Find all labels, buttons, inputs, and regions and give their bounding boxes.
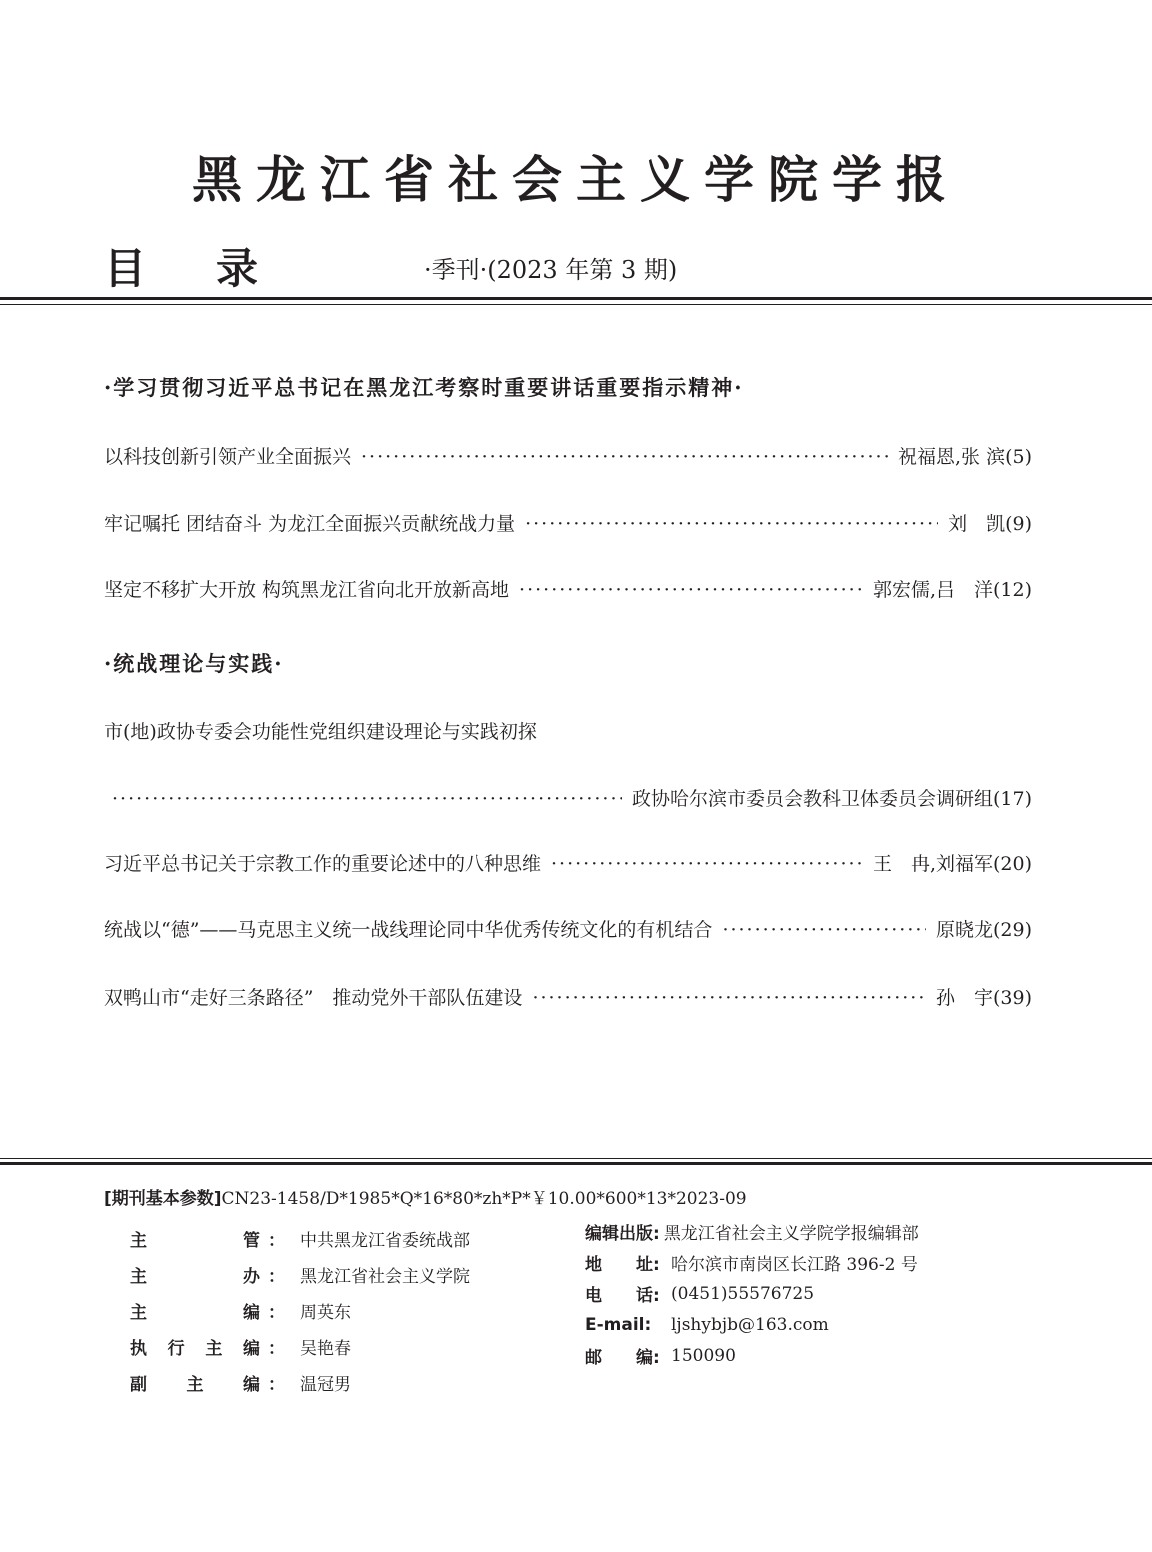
masthead-key: 主 管 [130,1230,260,1251]
entry-author-page: 政协哈尔滨市委员会教科卫体委员会调研组(17) [631,788,1032,810]
toc-heading [104,236,258,296]
colon: ： [268,1266,285,1287]
contact-key: 邮 编: [585,1348,660,1368]
contact-key: 电 话: [585,1286,660,1306]
entry-author-page: 祝福恩,张 滨(5) [898,446,1032,468]
contact-value: 150090 [671,1345,736,1366]
masthead-right [585,1216,919,1371]
entry-title: 双鸭山市“走好三条路径” 推动党外干部队伍建设 [104,987,523,1009]
masthead-value: 温冠男 [300,1374,351,1395]
issue-label: ·季刊·(2023 年第 3 期) [424,256,678,284]
masthead-row [130,1256,470,1292]
contact-value: 哈尔滨市南岗区长江路 396-2 号 [671,1255,918,1275]
entry-title: 牢记嘱托 团结奋斗 为龙江全面振兴贡献统战力量 [104,513,516,535]
masthead-row [130,1364,470,1400]
colon: ： [268,1374,285,1395]
masthead-value: 中共黑龙江省委统战部 [300,1230,470,1251]
masthead-row [130,1220,470,1256]
leader-dots [722,919,926,941]
contact-value: (0451)55576725 [671,1283,815,1304]
leader-dots [361,446,888,468]
toc-entry[interactable] [104,849,1032,876]
section-title-1: ·学习贯彻习近平总书记在黑龙江考察时重要讲话重要指示精神· [104,375,744,400]
toc-entry[interactable] [104,983,1032,1010]
masthead-row [130,1328,470,1364]
masthead-key: 主 编 [130,1302,260,1323]
leader-dots [519,579,863,601]
bottom-rule-thin [0,1158,1152,1159]
top-rule-thick [0,297,1152,300]
toc-entry[interactable] [104,915,1032,942]
toc-heading-char-1: 目 [104,244,147,293]
toc-heading-char-2: 录 [216,244,259,293]
leader-dots [525,513,938,535]
masthead-key: 主 办 [130,1266,260,1287]
params-value: CN23-1458/D*1985*Q*16*80*zh*P*￥10.00*600*13*2023-09 [221,1189,747,1209]
entry-title: 习近平总书记关于宗教工作的重要论述中的八种思维 [104,853,542,875]
contact-key: 编辑出版: [585,1224,660,1244]
top-rule-thin [0,304,1152,305]
colon: ： [268,1230,285,1251]
masthead-key: 副 主 编 [130,1374,260,1395]
params-label: [期刊基本参数] [104,1189,222,1209]
entry-title: 以科技创新引领产业全面振兴 [104,446,352,468]
masthead-value: 周英东 [300,1302,351,1323]
masthead-value: 吴艳春 [300,1338,351,1359]
contact-row [585,1216,919,1247]
colon: ： [268,1338,285,1359]
leader-dots [551,853,863,875]
contact-key: E-mail: [585,1314,652,1335]
entry-author-page: 刘 凯(9) [948,513,1032,535]
bottom-rule-thick [0,1162,1152,1165]
entry-author-page: 王 冉,刘福军(20) [872,853,1032,875]
masthead-value: 黑龙江省社会主义学院 [300,1266,470,1287]
contact-value: 黑龙江省社会主义学院学报编辑部 [663,1224,919,1244]
toc-entry-continuation[interactable] [112,784,1032,811]
entry-title[interactable]: 市(地)政协专委会功能性党组织建设理论与实践初探 [104,721,537,743]
entry-author-page: 郭宏儒,吕 洋(12) [872,579,1032,601]
leader-dots [532,987,926,1009]
toc-entry[interactable] [104,442,1032,469]
entry-title: 统战以“德”——马克思主义统一战线理论同中华优秀传统文化的有机结合 [104,919,713,941]
contact-email[interactable]: ljshybjb@163.com [671,1314,829,1335]
entry-author-page: 孙 宇(39) [935,987,1032,1009]
contact-row [585,1278,919,1309]
contact-row [585,1247,919,1278]
masthead-left [130,1220,470,1400]
masthead-row [130,1292,470,1328]
journal-params [104,1184,747,1209]
contact-row [585,1309,919,1340]
entry-author-page: 原晓龙(29) [935,919,1032,941]
colon: ： [268,1302,285,1323]
contact-key: 地 址: [585,1255,660,1275]
contact-row [585,1340,919,1371]
toc-entry[interactable] [104,575,1032,602]
section-title-2: ·统战理论与实践· [104,651,284,676]
toc-entry[interactable] [104,509,1032,536]
leader-dots [112,788,622,810]
journal-title: 黑龙江省社会主义学院学报 [192,150,960,209]
masthead-key: 执 行 主 编 [130,1338,260,1359]
entry-title: 坚定不移扩大开放 构筑黑龙江省向北开放新高地 [104,579,510,601]
